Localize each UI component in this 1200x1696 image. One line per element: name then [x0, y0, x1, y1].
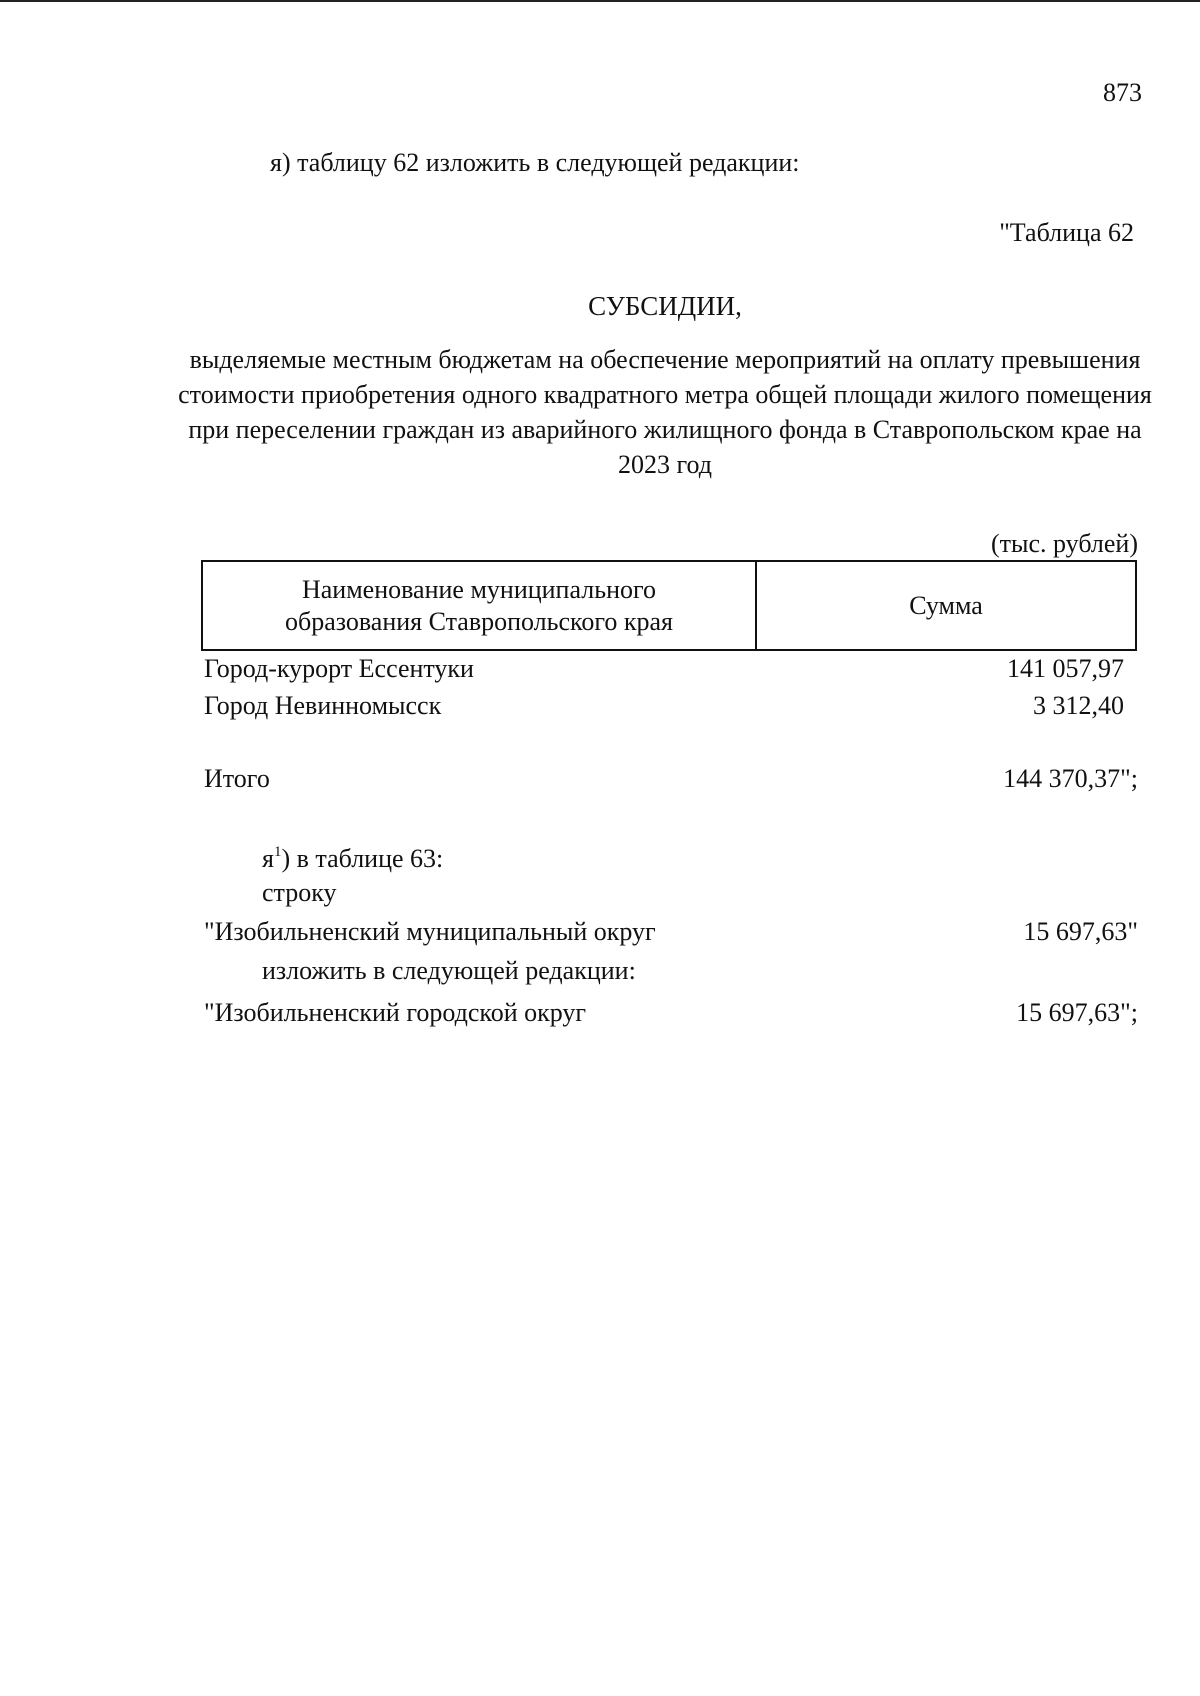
scan-top-border: [0, 0, 1200, 2]
new-row-name: "Изобильненский городской округ: [204, 998, 587, 1027]
document-subtitle: выделяемые местным бюджетам на обеспечение мероприятий на оплату превышения стоимости приобретения одного квадратного метра общей площади жилого помещения при переселении граждан из аварийного жилищного фонда в Ставропольском крае на 2023 год: [178, 345, 1152, 479]
amendment-line-row: строку: [262, 878, 337, 907]
new-row-value: 15 697,63";: [1016, 998, 1138, 1027]
old-row-name: "Изобильненский муниципальный округ: [204, 917, 656, 946]
table-row-value: 141 057,97: [1007, 654, 1124, 683]
total-value: 144 370,37";: [1003, 764, 1138, 793]
table-header: [201, 560, 1137, 651]
intro-paragraph: я) таблицу 62 изложить в следующей редакции:: [270, 148, 800, 177]
amendment-suffix: ) в таблице 63:: [281, 844, 444, 873]
units-label: (тыс. рублей): [990, 529, 1138, 558]
column-header-name: [202, 561, 756, 650]
amendment-superscript: 1: [273, 844, 282, 860]
table-label: "Таблица 62: [999, 218, 1134, 247]
table-row-value: 3 312,40: [1033, 691, 1124, 720]
table-row-name: Город Невинномысск: [204, 691, 442, 720]
column-header-name-text: Наименование муниципального образования Ставропольского края: [284, 574, 674, 636]
column-header-sum: Сумма: [756, 561, 1136, 650]
document-title: СУБСИДИИ,: [588, 291, 742, 321]
page-number: 873: [1103, 78, 1142, 107]
amendment-heading: [262, 846, 443, 872]
old-row-value: 15 697,63": [1023, 917, 1138, 946]
total-label: Итого: [204, 764, 270, 793]
table-row-name: Город-курорт Ессентуки: [204, 654, 474, 683]
amendment-prefix: я: [262, 844, 274, 873]
amendment-line-replace: изложить в следующей редакции:: [262, 956, 636, 985]
